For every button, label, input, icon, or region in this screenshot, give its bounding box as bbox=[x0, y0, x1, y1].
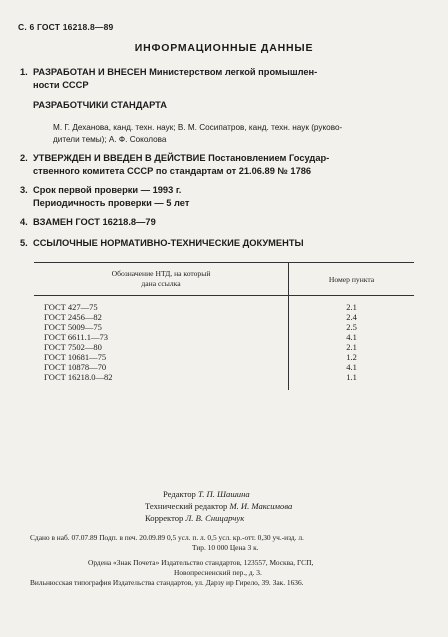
imprint-line4: Новопресненский пер., д. 3. bbox=[174, 568, 262, 577]
document-cell: ГОСТ 6611.1—73 bbox=[34, 332, 289, 342]
proofreader-label: Корректор bbox=[145, 513, 184, 523]
section-5-line1: ССЫЛОЧНЫЕ НОРМАТИВНО-ТЕХНИЧЕСКИЕ ДОКУМЕНТЫ bbox=[33, 238, 304, 248]
page-header: С. 6 ГОСТ 16218.8—89 bbox=[18, 22, 114, 32]
imprint-line1: Сдано в наб. 07.07.89 Подп. в печ. 20.09.89 0,5 усл. п. л. 0,5 усл. кр.-отт. 0,30 уч.-изд. л. bbox=[30, 533, 304, 542]
document-cell: ГОСТ 2456—82 bbox=[34, 312, 289, 322]
section-1-line1: РАЗРАБОТАН И ВНЕСЕН Министерством легкой промышлен- bbox=[33, 67, 318, 77]
section-1-line2: ности СССР bbox=[33, 80, 89, 90]
item-cell: 2.5 bbox=[346, 322, 357, 332]
document-cell: ГОСТ 5009—75 bbox=[34, 322, 289, 332]
section-3 bbox=[20, 184, 190, 210]
table-row bbox=[34, 372, 414, 390]
page-title: ИНФОРМАЦИОННЫЕ ДАННЫЕ bbox=[134, 42, 314, 54]
developers-title: РАЗРАБОТЧИКИ СТАНДАРТА bbox=[33, 100, 167, 110]
table-row bbox=[34, 362, 414, 372]
developers-list bbox=[53, 122, 342, 145]
document-cell: ГОСТ 16218.0—82 bbox=[34, 372, 289, 390]
tech-editor-name: М. И. Максимова bbox=[229, 501, 293, 511]
editor-name: Т. П. Шашина bbox=[198, 489, 250, 499]
tech-editor-line bbox=[145, 501, 292, 511]
item-cell: 2.1 bbox=[346, 342, 357, 352]
table-row bbox=[34, 322, 414, 332]
section-5 bbox=[20, 237, 304, 250]
section-3-line1: Срок первой проверки — 1993 г. bbox=[33, 185, 182, 195]
table-row bbox=[34, 332, 414, 342]
tech-editor-label: Технический редактор bbox=[145, 501, 228, 511]
item-cell: 4.1 bbox=[346, 332, 357, 342]
editor-line bbox=[163, 489, 250, 499]
section-3-line2: Периодичность проверки — 5 лет bbox=[33, 198, 190, 208]
developers-line1: М. Г. Деханова, канд. техн. наук; В. М. Сосипатров, канд. техн. наук (руково- bbox=[53, 123, 343, 132]
column-header-document-line1: Обозначение НТД, на который bbox=[111, 269, 211, 278]
section-2-number: 2. bbox=[20, 153, 28, 163]
developers-line2: дители темы); А. Ф. Соколова bbox=[53, 134, 167, 144]
imprint-line5: Вильнюсская типография Издательства стандартов, ул. Дарзу ир Гирело, 39. Зак. 1636. bbox=[30, 578, 304, 587]
section-4-number: 4. bbox=[20, 217, 28, 227]
section-1 bbox=[20, 66, 318, 92]
column-header-document bbox=[34, 263, 289, 296]
document-cell: ГОСТ 427—75 bbox=[34, 296, 289, 313]
section-2-line2: ственного комитета СССР по стандартам от 21.06.89 № 1786 bbox=[33, 166, 312, 176]
table-row bbox=[34, 352, 414, 362]
table-header-row bbox=[34, 263, 414, 296]
section-1-number: 1. bbox=[20, 67, 28, 77]
item-cell: 2.4 bbox=[346, 312, 357, 322]
section-2 bbox=[20, 152, 330, 178]
proofreader-name: Л. В. Сницарчук bbox=[185, 513, 245, 523]
section-4 bbox=[20, 216, 156, 229]
table-row bbox=[34, 342, 414, 352]
document-cell: ГОСТ 10878—70 bbox=[34, 362, 289, 372]
reference-table bbox=[34, 262, 414, 390]
section-5-number: 5. bbox=[20, 238, 28, 248]
column-header-document-line2: дана ссылка bbox=[141, 279, 181, 288]
item-cell: 1.2 bbox=[346, 352, 357, 362]
column-header-item: Номер пункта bbox=[289, 263, 415, 296]
imprint-line2: Тир. 10 000 Цена 3 к. bbox=[192, 543, 259, 552]
item-cell: 2.1 bbox=[346, 302, 357, 312]
section-4-line1: ВЗАМЕН ГОСТ 16218.8—79 bbox=[33, 217, 156, 227]
section-2-line1: УТВЕРЖДЕН И ВВЕДЕН В ДЕЙСТВИЕ Постановлением Государ- bbox=[33, 153, 330, 163]
table-row bbox=[34, 312, 414, 322]
imprint-line3: Ордена «Знак Почета» Издательство стандартов, 123557, Москва, ГСП, bbox=[88, 558, 314, 567]
document-cell: ГОСТ 7502—80 bbox=[34, 342, 289, 352]
document-cell: ГОСТ 10681—75 bbox=[34, 352, 289, 362]
section-3-number: 3. bbox=[20, 185, 28, 195]
proofreader-line bbox=[145, 513, 244, 523]
editor-label: Редактор bbox=[163, 489, 196, 499]
item-cell: 1.1 bbox=[346, 372, 357, 382]
table-row bbox=[34, 296, 414, 313]
item-cell: 4.1 bbox=[346, 362, 357, 372]
